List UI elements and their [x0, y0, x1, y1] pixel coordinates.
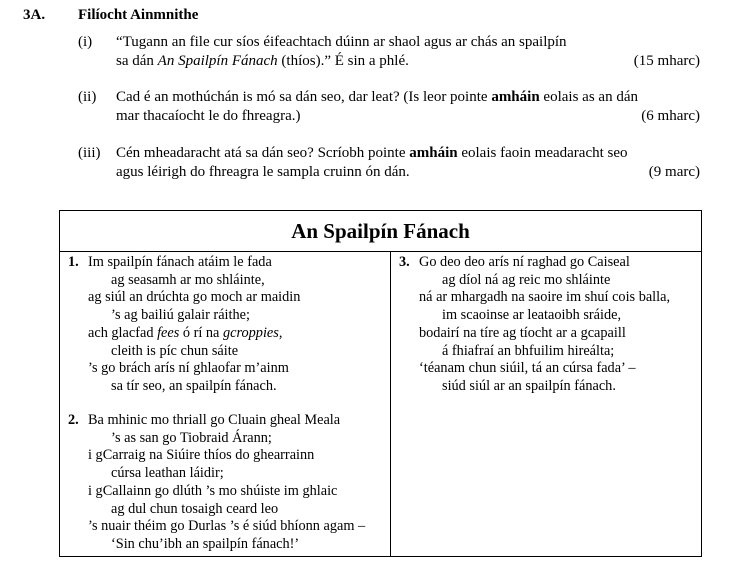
text-span: ,: [278, 324, 283, 341]
text-line: mar thacaíocht le do fhreagra.): [116, 108, 301, 124]
poem-line: ’s as san go Tiobraid Árann;: [111, 429, 272, 446]
poem-line: i gCallainn go dlúth ’s mo shúiste im ghlaic: [88, 482, 338, 499]
sub-question-text: [116, 33, 700, 71]
text-line: [116, 52, 700, 71]
poem-line: im scaoinse ar leataoibh sráide,: [442, 307, 622, 324]
question-number: 3A.: [23, 7, 46, 23]
text-span: ach glacfad: [88, 324, 158, 341]
text-span: eolais faoin meadaracht seo: [457, 145, 628, 161]
italic-word: fees: [157, 324, 180, 341]
poem-box: [59, 210, 702, 557]
poem-line: [88, 325, 282, 343]
emphasis: amháin: [409, 145, 458, 161]
sub-question-number: (iii): [78, 145, 101, 161]
poem-line: cleith is píc chun sáite: [111, 342, 239, 359]
text-line: “Tugann an file cur síos éifeachtach dúinn ar shaol agus ar chás an spailpín: [116, 34, 567, 50]
poem-line: Ba mhinic mo thriall go Cluain gheal Meala: [88, 412, 341, 428]
italic-word: gcroppies: [222, 324, 279, 341]
column-divider: [390, 251, 391, 556]
poem-line: bodairí na tíre ag tíocht ar a gcapaill: [419, 324, 626, 341]
stanza-number: 3.: [399, 254, 410, 270]
poem-line: ’s ag bailiú galair ráithe;: [111, 307, 250, 324]
poem-title: An Spailpín Fánach: [291, 219, 470, 243]
poem-line: ag díol ná ag reic mo shláinte: [442, 271, 611, 288]
marks-label: (9 marc): [648, 164, 700, 180]
poem-line: cúrsa leathan láidir;: [111, 465, 224, 482]
stanza-number: 1.: [68, 254, 79, 270]
text-span: ó rí na: [179, 324, 223, 341]
poem-line: Im spailpín fánach atáim le fada: [88, 254, 272, 270]
poem-line: á fhiafraí an bhfuilim hireálta;: [442, 342, 615, 359]
poem-line: ‘Sin chu’ibh an spailpín fánach!’: [111, 535, 300, 552]
poem-line: sa tír seo, an spailpín fánach.: [111, 377, 277, 394]
sub-question-text: [116, 144, 700, 182]
poem-line: ag dul chun tosaigh ceard leo: [111, 500, 279, 517]
poem-line: Go deo deo arís ní raghad go Caiseal: [419, 254, 630, 270]
text-span: eolais as an dán: [539, 89, 638, 105]
poem-line: ná ar mhargadh na saoire im shuí cois balla,: [419, 289, 671, 306]
poem-line: ‘téanam chun siúil, tá an cúrsa fada’ –: [419, 360, 636, 377]
text-span: Cad é an mothúchán is mó sa dán seo, dar leat? (Is leor pointe: [116, 89, 492, 105]
marks-label: (15 mharc): [633, 53, 700, 69]
text-span: Cén mheadaracht atá sa dán seo? Scríobh pointe: [116, 145, 410, 161]
title-divider: [60, 251, 701, 252]
poem-line: i gCarraig na Siúire thíos do ghearrainn: [88, 447, 315, 464]
emphasis: amháin: [491, 89, 540, 105]
poem-line: ’s nuair théim go Durlas ’s é siúd bhíonn agam –: [88, 518, 366, 535]
sub-question-number: (i): [78, 34, 93, 50]
poem-line: ag siúl an drúchta go moch ar maidin: [88, 289, 301, 306]
text-span: (thíos).” É sin a phlé.: [277, 53, 409, 69]
marks-label: (6 mharc): [641, 108, 700, 124]
text-line: [116, 144, 700, 163]
text-line: agus léirigh do fhreagra le sampla cruinn ón dán.: [116, 164, 410, 180]
stanza-number: 2.: [68, 412, 79, 428]
poem-line: ag seasamh ar mo shláinte,: [111, 271, 265, 288]
poem-title-reference: An Spailpín Fánach: [157, 53, 278, 69]
sub-question-number: (ii): [78, 89, 97, 105]
sub-question-text: [116, 88, 700, 126]
poem-line: siúd siúl ar an spailpín fánach.: [442, 377, 616, 394]
text-span: sa dán: [116, 53, 158, 69]
text-line: [116, 88, 700, 107]
poem-line: ’s go brách arís ní ghlaofar m’ainm: [88, 360, 289, 377]
question-title: Filíocht Ainmnithe: [78, 7, 199, 23]
